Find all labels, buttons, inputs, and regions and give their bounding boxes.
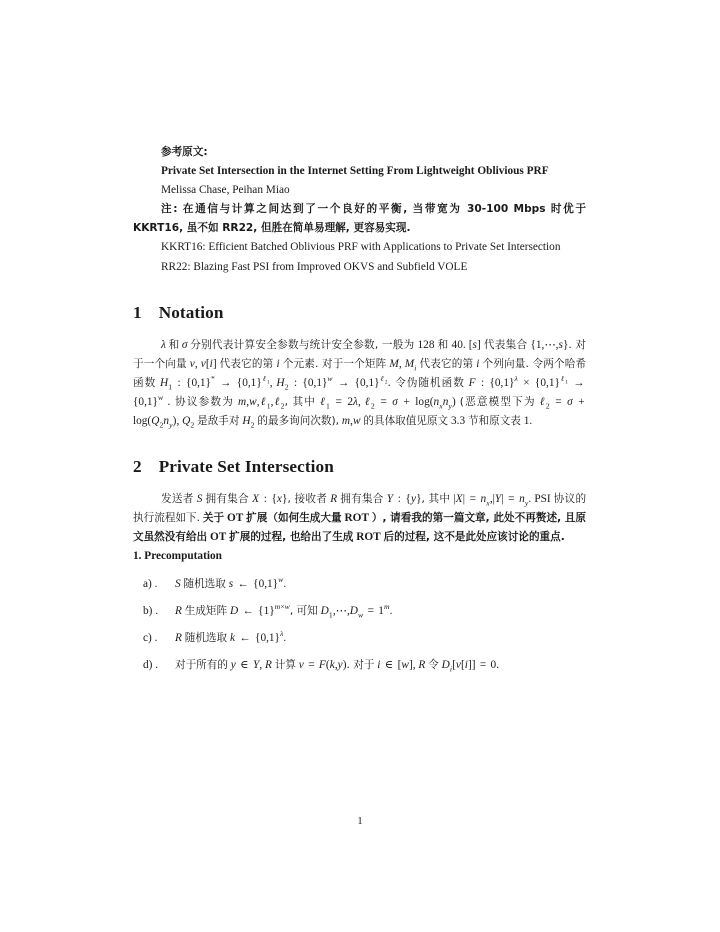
frag: 个元素. 对于一个矩阵 <box>282 357 387 370</box>
value-table-ref: 1. <box>523 415 533 428</box>
acronym-ot: OT <box>226 512 244 525</box>
frag: , 接收者 <box>287 493 328 506</box>
frag: 生成矩阵 <box>184 604 228 617</box>
list-item-label: d) . <box>143 658 159 671</box>
spacer <box>133 594 586 602</box>
frag: . 协议参数为 <box>167 395 234 408</box>
frag: 随机选取 <box>183 577 226 590</box>
reference-kkrt16: KKRT16: Efficient Batched Oblivious PRF with Applications to Private Set Intersection <box>161 241 561 254</box>
frag: 代表它的第 <box>219 357 274 370</box>
list-item-label: b) . <box>143 604 159 617</box>
spacer <box>133 477 586 490</box>
acronym-psi: PSI <box>534 493 551 506</box>
heading-section-2 <box>133 457 586 477</box>
section-1-number: 1 <box>133 302 142 322</box>
page-content <box>133 143 586 675</box>
value-section-ref: 3.3 <box>450 415 466 428</box>
spacer <box>133 567 586 575</box>
frag: . 对于一个向量 <box>133 338 587 370</box>
frag: 的具体取值见原文 <box>363 415 449 428</box>
paper-title: Private Set Intersection in the Internet Setting From Lightweight Oblivious PRF <box>161 165 549 178</box>
value-40: 40 <box>451 338 463 351</box>
heading-section-1 <box>133 303 586 323</box>
section-2-title: Private Set Intersection <box>158 457 334 477</box>
frag: , 其中 <box>284 395 317 408</box>
frag: 扩展（如何生成大量 <box>246 512 342 525</box>
acronym-rot: ROT <box>344 512 369 525</box>
frag: 和 <box>168 338 180 351</box>
frag: , 可知 <box>289 604 318 617</box>
list-item: d) . 对于所有的 y ∈ Y, R 计算 v = F(k,y). 对于 i ∈ [w], R 令 $D_i[v[i]] = 0$. <box>133 656 586 675</box>
frag: 关于 <box>202 512 225 525</box>
reference-label-text: 参考原文: <box>161 146 208 158</box>
frag: 计算 <box>274 658 296 671</box>
acronym-rot-2: ROT <box>356 531 381 544</box>
frag: 扩展的过程, 也给出了生成 <box>229 531 354 544</box>
translator-note-text: 注: 在通信与计算之间达到了一个良好的平衡, 当带宽为 30-100 Mbps 时优于 KKRT16, 虽不如 RR22, 但胜在简单易理解, 更容易实现. <box>133 203 586 235</box>
list-item: a) . S 随机选取 s ← $\{0,1\}^w$. <box>133 575 586 594</box>
frag: 拥有集合 <box>205 493 249 506</box>
frag: 对于所有的 <box>175 658 228 671</box>
frag: 令 <box>428 658 439 671</box>
frag: 和 <box>437 338 449 351</box>
frag: 后的过程, 这不是此处应该讨论的重点. <box>383 531 565 544</box>
precomputation-list <box>133 575 586 675</box>
spacer <box>133 323 586 336</box>
translator-note <box>133 200 586 238</box>
frag: 的最多询问次数), <box>257 415 340 428</box>
frag: 拥有集合 <box>340 493 384 506</box>
frag: (恶意模型下为 <box>459 395 536 408</box>
acronym-ot-2: OT <box>209 531 227 544</box>
list-title-precomputation: 1. Precomputation <box>133 550 222 563</box>
list-item-label: a) . <box>143 577 158 590</box>
frag: 发送者 <box>161 493 194 506</box>
frag: ）, 请看我的第一篇文章, 此处不再赘述, 且原文虽然没有给出 <box>133 512 587 544</box>
frag: . 对于 <box>346 658 375 671</box>
section-1-title: Notation <box>158 302 224 322</box>
section-1-paragraph: λ 和 σ 分别代表计算安全参数与统计安全参数, 一般为 128 和 40. [s] 代表集合 {1,⋯,s}. 对于一个向量 v, v[i] 代表它的第 i 个元素. 对于一个矩阵 M, $M_i$ 代表它的第 i 个列向量. 令两个哈希函数 $H_1$ : $\{0,1\}^* \to \{0,1\}^{\ell_1}$, $H_2$ : $\{0,1\}^w \to \{0,1\}^{\ell_2}$. 令伪随机函数 F : $\{0,1\}^\lambda \times \{0,1\}^{\ell_1} \to \{0,1\}^w$ . 协议参数为 m,w,ℓ$_1$,ℓ$_2$, 其中 ℓ$_1$ = 2λ, ℓ$_2$ = $\sigma + \log(n_xn_y)$ (恶意模型下为 ℓ$_2$ = $\sigma + \log(Q_2n_y)$, $Q_2$ 是敌手对 $H_2$ 的最多询问次数), m,w 的具体取值见原文 3.3 节和原文表 1. <box>133 338 587 430</box>
frag: 代表它的第 <box>419 357 474 370</box>
reference-rr22: RR22: Blazing Fast PSI from Improved OKVS and Subfield VOLE <box>161 260 468 273</box>
list-item-label: c) . <box>143 631 158 644</box>
reference-label <box>133 143 586 162</box>
frag: 随机选取 <box>184 631 228 644</box>
value-128: 128 <box>417 338 435 351</box>
spacer <box>133 431 586 457</box>
list-item: b) . R 生成矩阵 D ← $\{1\}^{m\times w}$, 可知 $D_1,\cdots,D_w = 1^m$. <box>143 601 393 619</box>
page-number: 1 <box>357 815 363 827</box>
spacer <box>133 621 586 629</box>
section-2-number: 2 <box>133 457 142 477</box>
frag: 节和原文表 <box>467 415 521 428</box>
paper-authors: Melissa Chase, Peihan Miao <box>161 184 290 197</box>
frag: . 令伪随机函数 <box>387 376 465 389</box>
frag: 是敌手对 <box>197 415 240 428</box>
frag: 代表集合 <box>483 338 528 351</box>
frag: 分别代表计算安全参数与统计安全参数, 一般为 <box>189 338 415 351</box>
spacer <box>133 648 586 656</box>
frag: , 其中 <box>421 493 451 506</box>
spacer <box>133 277 586 303</box>
list-item: c) . R 随机选取 k ← $\{0,1\}^\lambda$. <box>133 629 586 648</box>
frag: 协议的执行流程如下. <box>133 493 587 525</box>
section-2-paragraph: 发送者 S 拥有集合 X : {x}, 接收者 R 拥有集合 Y : {y}, 其中 $|X| = n_x,|Y| = n_y$. PSI 协议的执行流程如下. 关于 OT 扩展（如何生成大量 ROT ）, 请看我的第一篇文章, 此处不再赘述, 且原文虽然没有给出 OT 扩展的过程, 也给出了生成 ROT 后的过程, 这不是此处应该讨论的重点. <box>133 493 587 544</box>
frag: 个列向量. 令两个哈希函数 <box>133 357 587 389</box>
